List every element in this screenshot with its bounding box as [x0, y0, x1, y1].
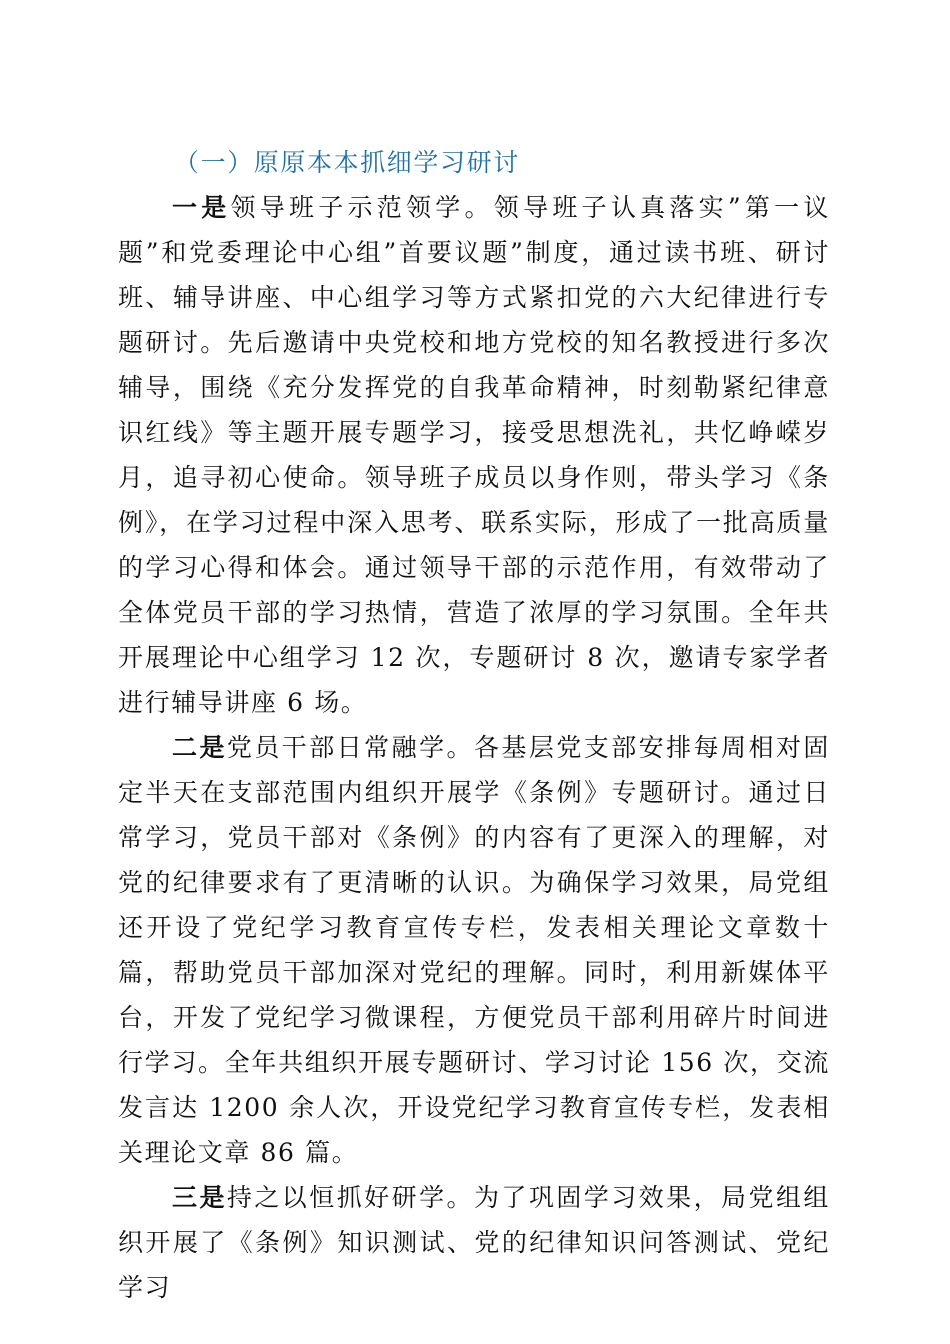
section-heading: （一）原原本本抓细学习研讨	[174, 148, 520, 177]
paragraph-2	[118, 725, 830, 1175]
paragraph-3-text: 持之以恒抓好研学。为了巩固学习效果，局党组组织开展了《条例》知识测试、党的纪律知识问答测试、党纪学习	[118, 1183, 830, 1302]
paragraph-2-lead: 二是	[172, 733, 227, 762]
paragraph-1-lead: 一是	[172, 193, 231, 222]
paragraph-2-text: 党员干部日常融学。各基层党支部安排每周相对固定半天在支部范围内组织开展学《条例》专题研讨。通过日常学习，党员干部对《条例》的内容有了更深入的理解，对党的纪律要求有了更清晰的认识。为确保学习效果，局党组还开设了党纪学习教育宣传专栏，发表相关理论文章数十篇，帮助党员干部加深对党纪的理解。同时，利用新媒体平台，开发了党纪学习微课程，方便党员干部利用碎片时间进行学习。全年共组织开展专题研讨、学习讨论 156 次，交流发言达 1200 余人次，开设党纪学习教育宣传专栏，发表相关理论文章 86 篇。	[118, 733, 830, 1167]
paragraph-3	[118, 1175, 830, 1310]
paragraph-1	[118, 185, 830, 725]
paragraph-1-text: 领导班子示范领学。领导班子认真落实”第一议题”和党委理论中心组”首要议题”制度，通过读书班、研讨班、辅导讲座、中心组学习等方式紧扣党的六大纪律进行专题研讨。先后邀请中央党校和地方党校的知名教授进行多次辅导，围绕《充分发挥党的自我革命精神，时刻勒紧纪律意识红线》等主题开展专题学习，接受思想洗礼，共忆峥嵘岁月，追寻初心使命。领导班子成员以身作则，带头学习《条例》，在学习过程中深入思考、联系实际，形成了一批高质量的学习心得和体会。通过领导干部的示范作用，有效带动了全体党员干部的学习热情，营造了浓厚的学习氛围。全年共开展理论中心组学习 12 次，专题研讨 8 次，邀请专家学者进行辅导讲座 6 场。	[118, 193, 830, 717]
document-body	[118, 140, 830, 1310]
paragraph-3-lead: 三是	[172, 1183, 227, 1212]
